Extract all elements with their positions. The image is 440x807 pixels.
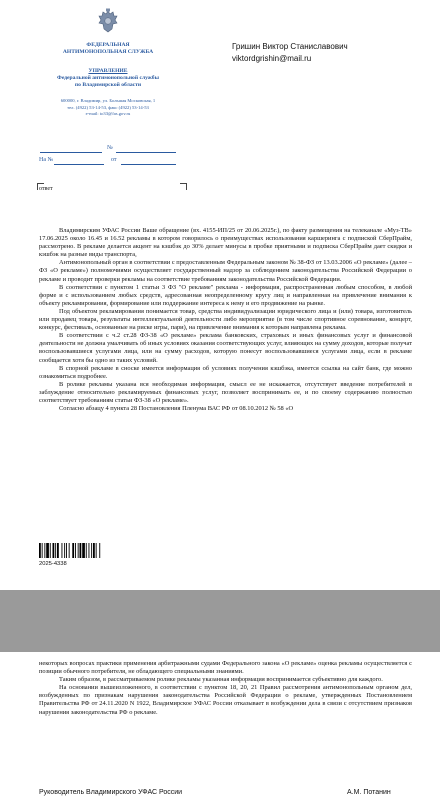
address-line: тел. (4922) 53-14-53, факс (4922) 53-14-53 [67, 104, 149, 110]
signatory-title: Руководитель Владимирского УФАС России [39, 789, 183, 796]
body-paragraph: В ролике рекламы указана вся необходимая информация, смысл ее не искажается, отсутствует введение потребителей в заблуждение относительно рекламируемых финансовых услуг, позволяет воспринимать ее, и по своему содержанию полностью соответствует требованиям статьи ФЗ-38 «О рекламе». [39, 380, 412, 404]
barcode-bar [66, 543, 67, 558]
recipient-block [232, 41, 348, 65]
sender-address [40, 98, 176, 118]
letter-body-page-1 [39, 227, 412, 413]
barcode-bar [96, 543, 97, 558]
body-paragraph: В соответствии с пунктом 1 статьи 3 ФЗ "О рекламе" реклама - информация, распространенная любым способом, в любой форме и с использованием любых средств, адресованная неопределенному кругу лиц и направленная на привлечение внимания к объекту рекламирования, формирование или поддержание интереса к нему и его продвижение на рынке. [39, 283, 412, 307]
barcode-bar [44, 543, 45, 558]
recipient-name: Гришин Виктор Станиславович [232, 42, 348, 51]
body-paragraph: Под объектом рекламирования понимается товар, средства индивидуализации юридического лица и (или) товара, изготовитель или продавец товара, результаты интеллектуальной деятельности либо мероприятие (в том числе спортивное соревнование, концерт, конкурс, фестиваль, основанные на риске игры, пари), на привлечение внимания к которым направлена реклама. [39, 307, 412, 332]
body-paragraph: На основании вышеизложенного, в соответствии с пунктом 18, 20, 21 Правил рассмотрения антимонопольным органом дел, возбужденных по признакам нарушения законодательства Российской Федерации о рекламе, утвержденных Постановлением Правительства РФ от 24.11.2020 N 1922, Владимирское УФАС России отказывает в возбуждении дела в связи с отсутствием признаков нарушения законодательства РФ о рекламе. [39, 684, 412, 716]
barcode-bar [93, 543, 95, 558]
body-paragraph: некоторых вопросах практики применения арбитражными судами Федерального закона «О рекламе» оценка рекламы осуществляется с позиции обычного потребителя, не обладающего специальными знаниями. [39, 660, 412, 676]
letter-subject: ответ [39, 186, 53, 192]
barcode-bar [46, 543, 49, 558]
department-line: по Владимирской области [74, 82, 142, 88]
barcode-bar [80, 543, 82, 558]
barcode-bar [39, 543, 41, 558]
registration-code: 2025-4338 [39, 561, 67, 567]
on-number-label: На № [39, 157, 54, 163]
body-paragraph: В соответствии с ч.2 ст.28 ФЗ-38 «О рекламе» реклама банковских, страховых и иных финансовых услуг и финансовой деятельности не должна умалчивать об иных условиях оказания соответствующих услуг, влияющих на сумму доходов, которые получат воспользовавшиеся услугами лица, или на сумму расходов, которую понесут воспользовавшиеся услугами лица, если в рекламе сообщается хотя бы одно из таких условий. [39, 332, 412, 364]
barcode-bar [50, 543, 51, 558]
recipient-email: viktordgrishin@mail.ru [232, 54, 312, 63]
incoming-date-line [121, 164, 176, 165]
subject-corner-mark [180, 183, 187, 190]
number-sign: № [107, 145, 113, 151]
org-name-line: АНТИМОНОПОЛЬНАЯ СЛУЖБА [62, 49, 154, 55]
department-name [40, 68, 176, 89]
body-paragraph: В спорной рекламе в сноске имеется информация об условиях получения кэшбэка, имеется ссылка на сайт банк, где можно ознакомиться подробнее. [39, 364, 412, 380]
department-line: Федеральной антимонопольной службы [57, 75, 159, 81]
address-line: 600000, г. Владимир, ул. Большая Московская, 1 [60, 98, 156, 103]
barcode-bar [86, 543, 87, 558]
barcode-bar [72, 543, 74, 558]
barcode-bar [99, 543, 100, 558]
outgoing-number-line [116, 152, 176, 153]
barcode-bar [42, 543, 43, 558]
from-word: от [111, 157, 117, 163]
outgoing-date-line [40, 152, 102, 153]
org-name-line: ФЕДЕРАЛЬНАЯ [86, 42, 130, 48]
body-paragraph: Таким образом, в рассматриваемом ролике рекламы указанная информация воспринимается субъективно для каждого. [59, 676, 383, 684]
signatory-name: А.М. Потанин [347, 789, 391, 796]
org-name [40, 42, 176, 56]
barcode-bar [78, 543, 79, 558]
barcode-bar [89, 543, 90, 558]
barcode-bar [55, 543, 56, 558]
barcode-icon [39, 543, 120, 558]
barcode-bar [91, 543, 92, 558]
body-paragraph: Согласно абзацу 4 пункта 28 Постановления Пленума ВАС РФ от 08.10.2012 № 58 «О [59, 405, 294, 413]
department-line: УПРАВЛЕНИЕ [88, 68, 128, 74]
barcode-bar [62, 543, 63, 558]
incoming-number-line [54, 164, 104, 165]
barcode-bar [82, 543, 85, 558]
russian-emblem-icon [97, 8, 119, 34]
barcode-bar [57, 543, 59, 558]
body-paragraph: Антимонопольный орган в соответствии с предоставленным Федеральным законом № 38-ФЗ от 13.03.2006 «О рекламе» (далее – ФЗ «О рекламе») полномочиями осуществляет государственный надзор за соблюдением законодательства Российской Федерации о рекламе и проводит проверки рекламы на соответствие требованиям законодательства Российской Федерации. [39, 259, 412, 283]
barcode-bar [53, 543, 55, 558]
barcode-bar [64, 543, 65, 558]
barcode-bar [69, 543, 70, 558]
address-line: e-mail: to33@fas.gov.ru [85, 111, 131, 116]
barcode-bar [75, 543, 76, 558]
letter-body-page-2 [39, 660, 412, 717]
body-paragraph: Владимирским УФАС России Ваше обращение (вх. 4155-ИП/25 от 20.06.2025г.), по факту размещения на телеканале «Муз-ТВ» 17.06.2025 около 16.45 и 16.52 рекламы в котором говорилось о преимуществах использования каршеринга с подпиской СберПрайм, рассмотрено. В рекламе делается акцент на кэшбэк до 30% делает минусы в пробке приятными и подписка СберПрайм дает скидки и кэшбэк на разные виды транспорта, [39, 227, 412, 259]
